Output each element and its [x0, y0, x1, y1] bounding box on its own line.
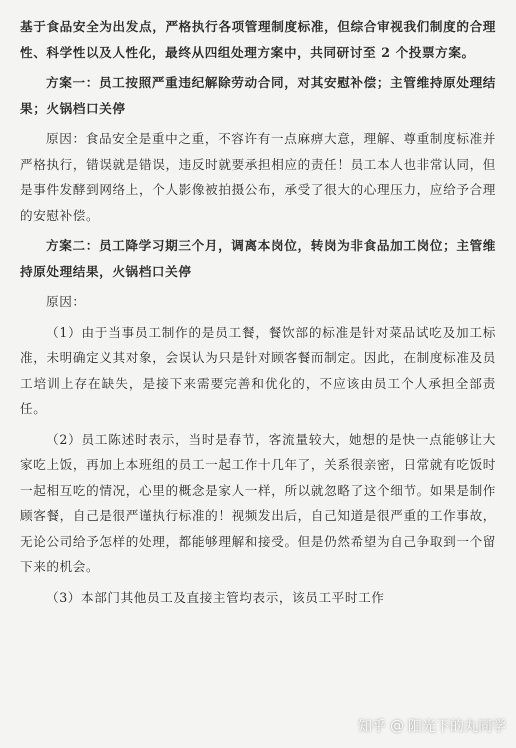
- reason-item-2: （2）员工陈述时表示，当时是春节，客流量较大，她想的是快一点能够让大家吃上饭，再加上本班组的员工一起工作十几年了，关系很亲密，日常就有吃饭时一起相互吃的情况，心里的概念是家人一样，所以就忽略了这个细节。如果是制作顾客餐，自己是很严谨执行标准的！视频发出后，自己知道是很严重的工作事故，无论公司给予怎样的处理，都能够理解和接受。但是仍然希望为自己争取到一个留下来的机会。: [20, 431, 496, 574]
- plan-one-reason: 原因：食品安全是重中之重，不容许有一点麻痹大意，理解、尊重制度标准并严格执行，错误就是错误，违反时就要承担相应的责任！员工本人也非常认同，但是事件发酵到网络上，个人影像被拍摄公布，承受了很大的心理压力，应给予合理的安慰补偿。: [20, 131, 496, 223]
- intro-paragraph: 基于食品安全为出发点，严格执行各项管理制度标准，但综合审视我们制度的合理性、科学性以及人性化，最终从四组处理方案中，共同研讨至 2 个投票方案。: [20, 19, 496, 60]
- plan-two-heading: 方案二：员工降学习期三个月，调离本岗位，转岗为非食品加工岗位；主管维持原处理结果，火锅档口关停: [20, 238, 496, 279]
- watermark-author: 阳光下的丸同学: [408, 719, 506, 735]
- reason-item-3: （3）本部门其他员工及直接主管均表示，该员工平时工作: [46, 589, 385, 605]
- watermark-separator: @: [390, 718, 404, 734]
- plan-one-heading: 方案一：员工按照严重违纪解除劳动合同，对其安慰补偿；主管维持原处理结果；火锅档口关停: [20, 75, 496, 116]
- watermark-site: 知乎: [358, 719, 386, 735]
- plan-two-reason-label: 原因：: [46, 294, 86, 309]
- reason-item-1: （1）由于当事员工制作的是员工餐，餐饮部的标准是针对菜品试吃及加工标准，未明确定义其对象，会误认为只是针对顾客餐而制定。因此，在制度标准及员工培训上存在缺失，是接下来需要完善和优化的，不应该由员工个人承担全部责任。: [20, 324, 496, 416]
- zhihu-watermark: [358, 716, 506, 736]
